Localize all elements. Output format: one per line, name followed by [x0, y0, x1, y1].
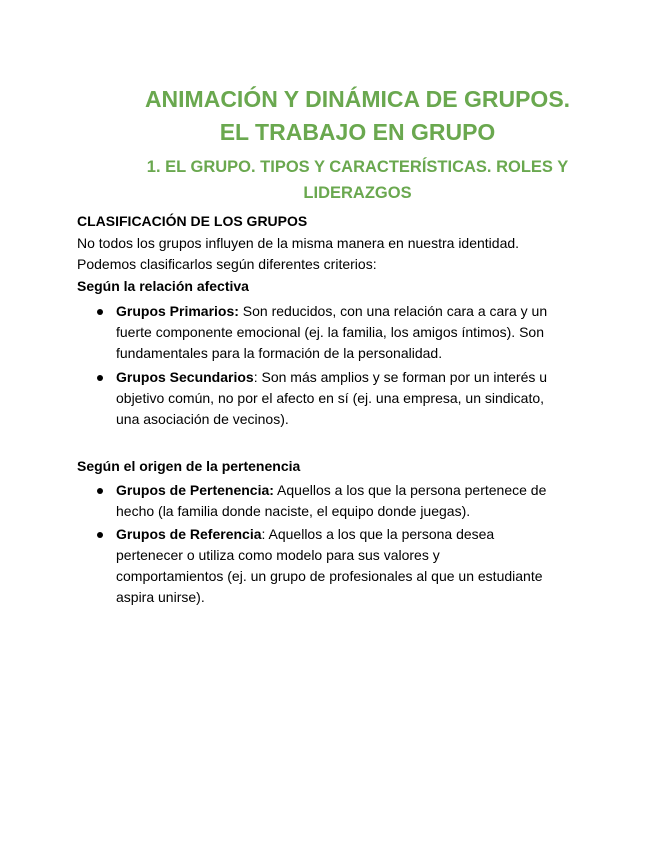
- intro-line-1: No todos los grupos influyen de la misma manera en nuestra identidad.: [77, 235, 520, 251]
- list-item-membership-line-1: [116, 480, 546, 501]
- list-item-reference-line-1: [116, 524, 494, 545]
- bullet-icon: [97, 488, 103, 494]
- list-item-reference-line-4: aspira unirse).: [116, 589, 205, 605]
- bullet-icon: [97, 309, 103, 315]
- section-subtitle-line-2: LIDERAZGOS: [303, 184, 412, 202]
- list-item-membership-line-2: hecho (la familia donde naciste, el equipo donde juegas).: [116, 503, 471, 519]
- document-title-line-2: EL TRABAJO EN GRUPO: [219, 119, 496, 145]
- list-item-term: Grupos Primarios:: [116, 303, 239, 319]
- list-item-primary-line-2: fuerte componente emocional (ej. la familia, los amigos íntimos). Son: [116, 324, 544, 340]
- list-item-primary-line-3: fundamentales para la formación de la personalidad.: [116, 345, 443, 361]
- bullet-icon: [97, 375, 103, 381]
- document-title-line-1: ANIMACIÓN Y DINÁMICA DE GRUPOS.: [144, 86, 571, 112]
- list-item-text: Son reducidos, con una relación cara a cara y un: [238, 303, 548, 319]
- criterion-heading-affective: Según la relación afectiva: [77, 278, 249, 294]
- criterion-heading-belonging: Según el origen de la pertenencia: [77, 458, 301, 474]
- list-item-reference-line-3: comportamientos (ej. un grupo de profesionales al que un estudiante: [116, 568, 543, 584]
- list-item-secondary-line-3: una asociación de vecinos).: [116, 411, 289, 427]
- bullet-icon: [97, 532, 103, 538]
- list-item-text: Aquellos a los que la persona pertenece de: [273, 482, 547, 498]
- list-item-text: : Aquellos a los que la persona desea: [261, 526, 495, 542]
- list-item-term: Grupos Secundarios: [116, 369, 254, 385]
- intro-line-2: Podemos clasificarlos según diferentes criterios:: [77, 256, 377, 272]
- list-item-text: : Son más amplios y se forman por un interés u: [253, 369, 548, 385]
- section-heading: CLASIFICACIÓN DE LOS GRUPOS: [77, 213, 308, 229]
- list-item-secondary-line-1: [116, 367, 547, 388]
- list-item-term: Grupos de Pertenencia:: [116, 482, 274, 498]
- list-item-reference-line-2: pertenecer o utiliza como modelo para sus valores y: [116, 547, 440, 563]
- section-subtitle-line-1: 1. EL GRUPO. TIPOS Y CARACTERÍSTICAS. ROLES Y: [146, 158, 569, 176]
- list-item-term: Grupos de Referencia: [116, 526, 262, 542]
- list-item-primary-line-1: [116, 301, 547, 322]
- list-item-secondary-line-2: objetivo común, no por el afecto en sí (ej. una empresa, un sindicato,: [116, 390, 545, 406]
